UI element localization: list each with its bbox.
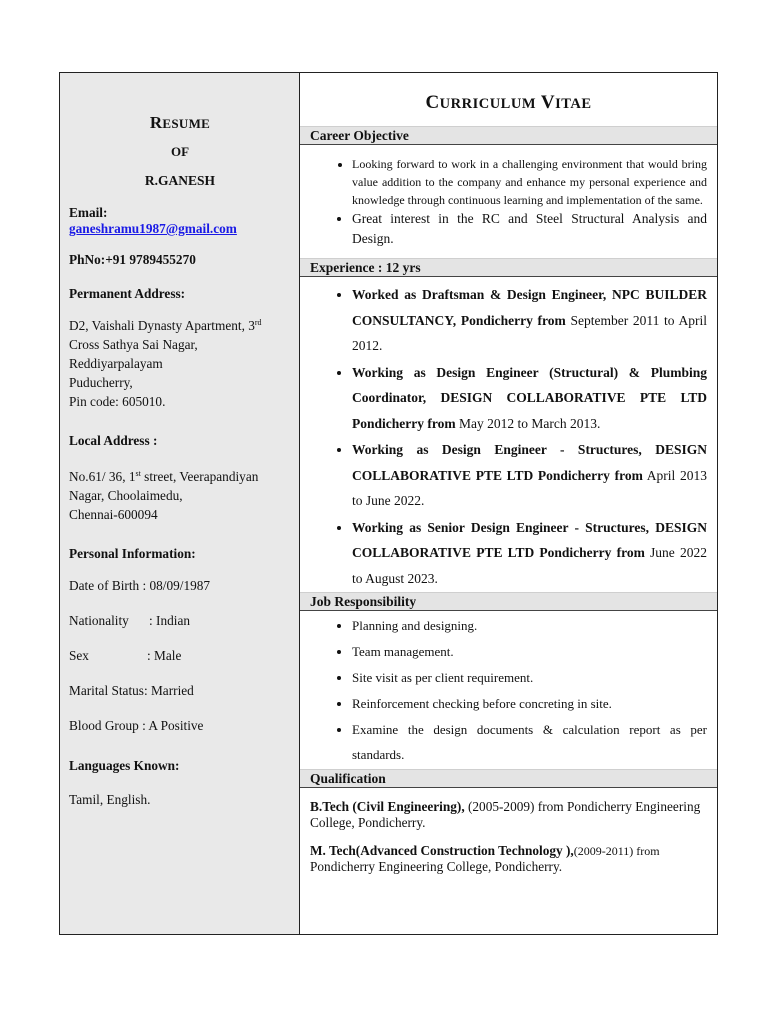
exp-role: Working as Design Engineer (Structural) & Plumbing Coordinator, DESIGN COLLABORATIVE PTE LTD Pondicherry from (352, 364, 707, 431)
list-item: • Looking forward to work in a challenging environment that would bring value addition to the company and enhance my personal experience and knowledge through continuous learning and implementation of the same. (352, 155, 707, 209)
main-content (300, 73, 717, 934)
permanent-address-label: Permanent Address: (69, 286, 186, 301)
sex-key: Sex (69, 648, 89, 663)
permanent-address (69, 316, 291, 411)
local-address (69, 467, 291, 524)
email-link[interactable]: ganeshramu1987@gmail.com (69, 221, 237, 236)
local-line-1a: No.61/ 36, 1 (69, 469, 136, 484)
date-of-birth: Date of Birth : 08/09/1987 (69, 578, 211, 593)
local-line-2: Nagar, Choolaimedu, (69, 488, 183, 503)
permanent-line-2: Cross Sathya Sai Nagar, (69, 337, 198, 352)
exp-dates: September 2011 to April 2012. (352, 312, 707, 353)
permanent-pincode: Pin code: 605010. (69, 394, 166, 409)
exp-role: Working as Design Engineer - Structures, DESIGN COLLABORATIVE PTE LTD Pondicherry from (352, 442, 707, 483)
experience-header: Experience : 12 yrs (300, 258, 717, 277)
resume-sheet (59, 72, 718, 935)
permanent-line-4: Puducherry, (69, 375, 133, 390)
ordinal-sup: rd (254, 318, 262, 327)
list-item: • Site visit as per client requirement. (352, 665, 707, 691)
languages-label: Languages Known: (69, 758, 180, 773)
qualification-header: Qualification (300, 769, 717, 788)
experience-list (300, 282, 717, 591)
blood-group: Blood Group : A Positive (69, 718, 204, 733)
list-item: • Reinforcement checking before concreting in site. (352, 691, 707, 717)
job-responsibility-header: Job Responsibility (300, 592, 717, 611)
sex (69, 648, 291, 664)
local-line-1b: street, Veerapandiyan (140, 469, 259, 484)
local-line-3: Chennai-600094 (69, 507, 158, 522)
list-item: • Examine the design documents & calculation report as per standards. (352, 717, 707, 767)
job-responsibility-list (300, 613, 717, 767)
list-item (352, 282, 707, 359)
exp-dates: June 2022 to August 2023. (352, 545, 707, 586)
degree-details: Pondicherry Engineering College, Pondicherry. (310, 859, 563, 874)
exp-dates: April 2013 to June 2022. (352, 467, 707, 508)
permanent-line-3: Reddiyarpalayam (69, 356, 163, 371)
exp-dates: May 2012 to March 2013. (455, 415, 601, 431)
personal-info-label: Personal Information: (69, 546, 196, 561)
qualification-mtech (300, 843, 717, 875)
career-objective-header: Career Objective (300, 126, 717, 145)
exp-role: Worked as Draftsman & Design Engineer, NPC BUILDER CONSULTANCY, Pondicherry from (352, 287, 707, 328)
qualification-btech (300, 799, 717, 831)
local-address-label: Local Address : (69, 433, 158, 448)
list-item (352, 437, 707, 514)
permanent-line-1: D2, Vaishali Dynasty Apartment, 3 (69, 318, 255, 333)
resume-of: OF (170, 144, 190, 159)
left-sidebar (60, 73, 300, 934)
languages: Tamil, English. (69, 792, 151, 807)
cv-title: CURRICULUM VITAE (425, 92, 592, 113)
email-block (69, 205, 291, 237)
degree-years: (2009-2011) from (573, 844, 660, 858)
ordinal-sup: st (135, 469, 141, 478)
marital-status: Marital Status: Married (69, 683, 194, 698)
list-item: • Great interest in the RC and Steel Structural Analysis and Design. (352, 209, 707, 249)
career-objective-list (300, 155, 717, 249)
sex-value: : Male (147, 648, 182, 663)
phone-number: PhNo:+91 9789455270 (69, 252, 196, 267)
nationality-value: : Indian (149, 613, 190, 628)
list-item (352, 515, 707, 592)
candidate-name: R.GANESH (144, 173, 216, 188)
resume-heading: RESUME (149, 113, 211, 132)
degree-name: M. Tech(Advanced Construction Technology ), (310, 843, 574, 858)
degree-details: (2005-2009) from Pondicherry Engineering College, Pondicherry. (310, 799, 701, 830)
degree-name: B.Tech (Civil Engineering), (310, 799, 465, 814)
nationality-key: Nationality (69, 613, 129, 628)
list-item (352, 360, 707, 437)
nationality (69, 613, 291, 629)
email-label: Email: (69, 205, 108, 220)
list-item: • Planning and designing. (352, 613, 707, 639)
list-item: • Team management. (352, 639, 707, 665)
exp-role: Working as Senior Design Engineer - Structures, DESIGN COLLABORATIVE PTE LTD Pondicherry from (352, 519, 707, 560)
